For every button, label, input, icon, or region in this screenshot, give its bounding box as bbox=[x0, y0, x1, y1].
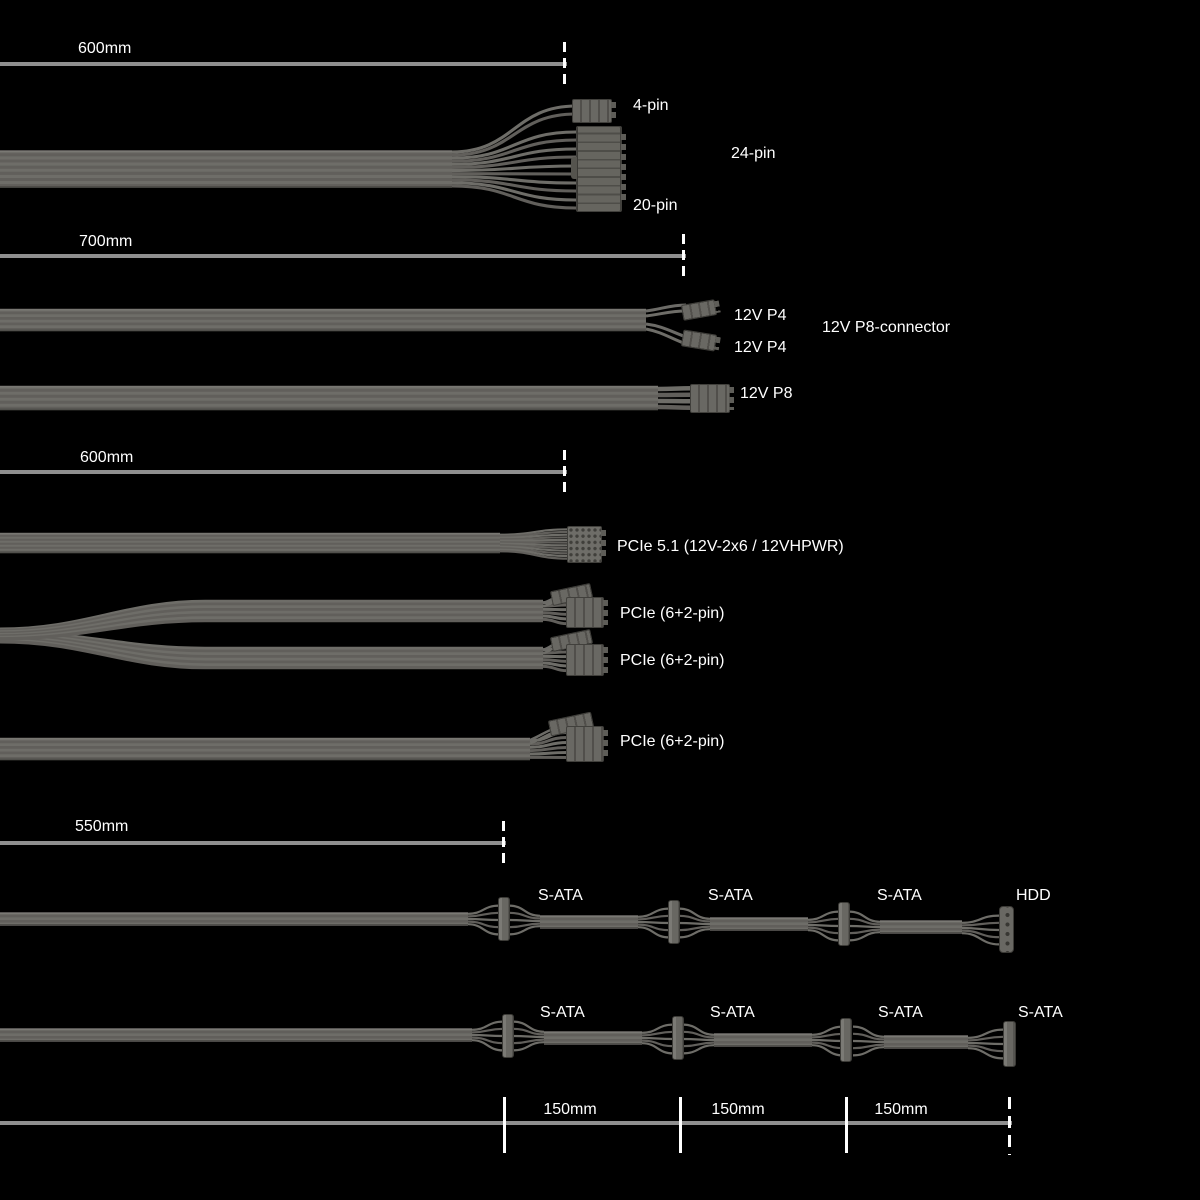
label-12v-p4-upper: 12V P4 bbox=[734, 307, 787, 324]
label-pcie51: PCIe 5.1 (12V-2x6 / 12VHPWR) bbox=[617, 538, 844, 555]
sata-row1-connector-1 bbox=[498, 897, 510, 941]
cpu-p4-upper-connector bbox=[681, 299, 717, 321]
segment-150-label-3: 150mm bbox=[874, 1101, 928, 1118]
label-12v-p8-connector: 12V P8-connector bbox=[822, 319, 951, 336]
hdd-connector bbox=[999, 906, 1014, 953]
label-hdd: HDD bbox=[1016, 887, 1051, 904]
label-12v-p8: 12V P8 bbox=[740, 385, 793, 402]
label-sata2-3: S-ATA bbox=[878, 1004, 923, 1021]
label-4pin: 4-pin bbox=[633, 97, 669, 114]
segment-150-label-1: 150mm bbox=[543, 1101, 597, 1118]
pcie-2-6pin-connector bbox=[566, 644, 604, 676]
sata-row1-connector-3 bbox=[838, 902, 850, 946]
sata-row2-connector-1 bbox=[502, 1014, 514, 1058]
sata-row1-connector-2 bbox=[668, 900, 680, 944]
pcie-1-6pin-connector bbox=[566, 597, 604, 628]
segment-150-label-2: 150mm bbox=[711, 1101, 765, 1118]
ruler-150-tick-1 bbox=[503, 1097, 506, 1153]
ruler-150-end-tick bbox=[1008, 1097, 1011, 1155]
label-pcie-3: PCIe (6+2-pin) bbox=[620, 733, 725, 750]
label-12v-p4-lower: 12V P4 bbox=[734, 339, 787, 356]
atx-20pin-connector bbox=[576, 126, 622, 212]
cpu-p8-connector bbox=[690, 384, 730, 413]
label-pcie-1: PCIe (6+2-pin) bbox=[620, 605, 725, 622]
label-sata2-4: S-ATA bbox=[1018, 1004, 1063, 1021]
ruler-150-tick-2 bbox=[679, 1097, 682, 1153]
label-pcie-2: PCIe (6+2-pin) bbox=[620, 652, 725, 669]
ruler-600-top-label: 600mm bbox=[78, 40, 132, 57]
label-sata1-2: S-ATA bbox=[708, 887, 753, 904]
ruler-600-top-line bbox=[0, 62, 567, 66]
ruler-700-label: 700mm bbox=[79, 233, 133, 250]
ruler-600-top-end-tick bbox=[563, 42, 566, 86]
ruler-550-label: 550mm bbox=[75, 818, 129, 835]
ruler-700-end-tick bbox=[682, 234, 685, 278]
label-20pin: 20-pin bbox=[633, 197, 678, 214]
ruler-600-mid-line bbox=[0, 470, 567, 474]
ruler-600-mid-label: 600mm bbox=[80, 449, 134, 466]
pcie-3-6pin-connector bbox=[566, 726, 604, 762]
label-sata2-1: S-ATA bbox=[540, 1004, 585, 1021]
sata-row2-connector-3 bbox=[840, 1018, 852, 1062]
ruler-550-line bbox=[0, 841, 506, 845]
sata-row2-connector-4 bbox=[1003, 1021, 1016, 1067]
ruler-150-line bbox=[0, 1121, 1012, 1125]
pcie-12vhpwr-connector bbox=[567, 526, 602, 563]
atx-4pin-connector bbox=[572, 99, 612, 123]
ruler-150-tick-3 bbox=[845, 1097, 848, 1153]
ruler-600-mid-end-tick bbox=[563, 450, 566, 494]
label-24pin: 24-pin bbox=[731, 145, 776, 162]
ruler-700-line bbox=[0, 254, 686, 258]
label-sata2-2: S-ATA bbox=[710, 1004, 755, 1021]
label-sata1-1: S-ATA bbox=[538, 887, 583, 904]
ruler-550-end-tick bbox=[502, 821, 505, 865]
cpu-p4-lower-connector bbox=[681, 329, 717, 351]
sata-row2-connector-2 bbox=[672, 1016, 684, 1060]
label-sata1-3: S-ATA bbox=[877, 887, 922, 904]
